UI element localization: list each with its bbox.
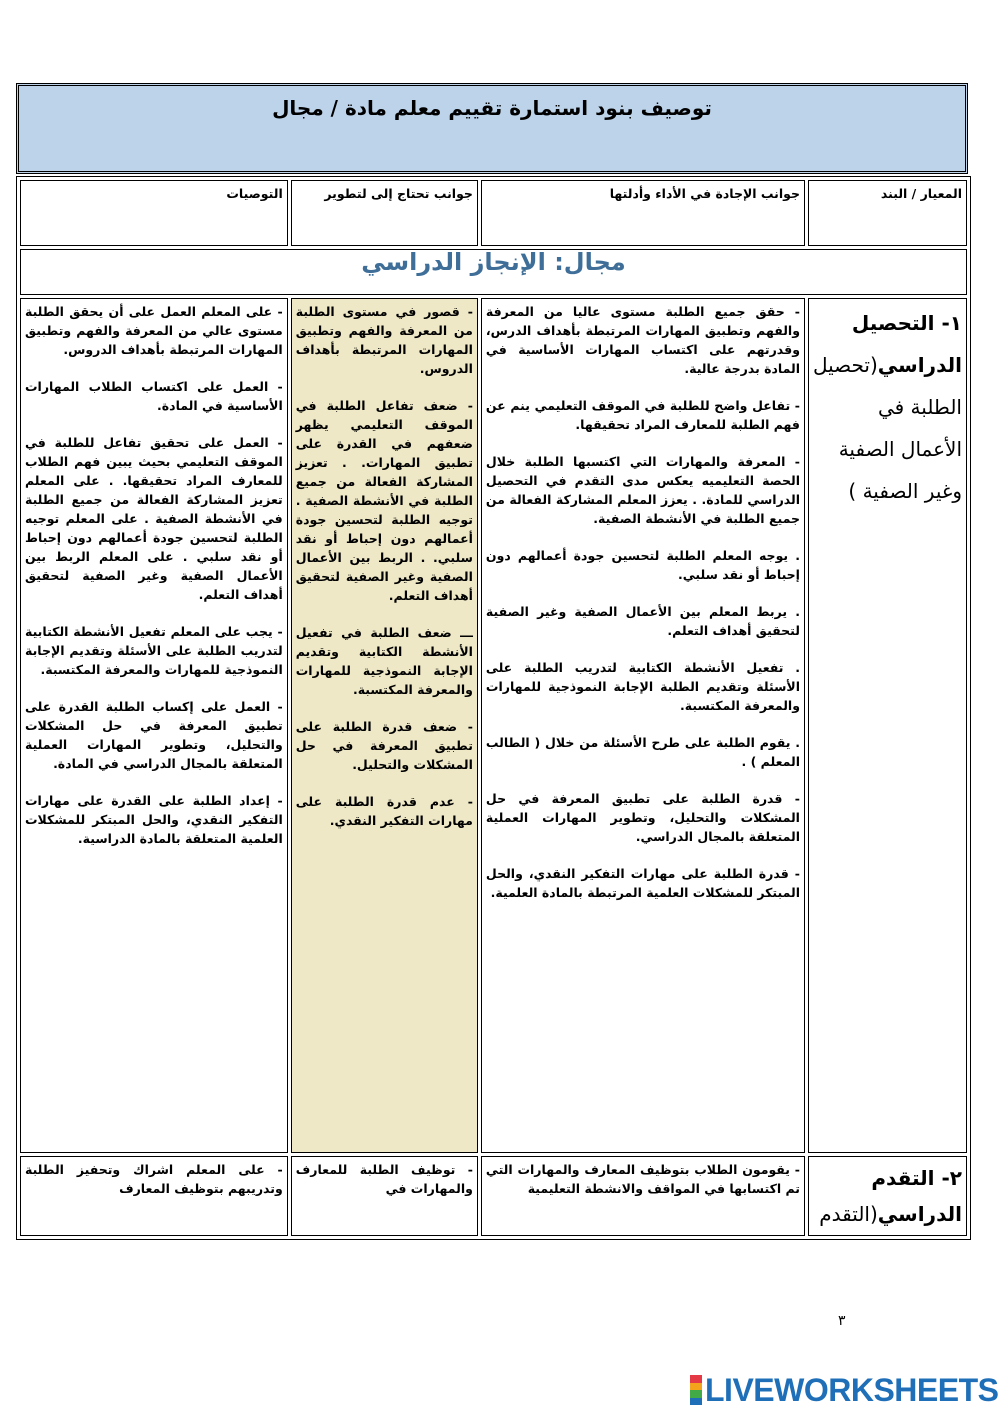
- list-item: - قصور في مستوى الطلبة من المعرفة والفهم وتطبيق المهارات المرتبطة بأهداف الدروس.: [295, 304, 473, 376]
- list-item: - المعرفة والمهارات التي اكتسبها الطلبة خلال الحصة التعليميه يعكس مدى التقدم في التحصيل الدراسي للمادة. . يعزز المعلم المشاركة الفعالة من جميع الطلبة في الأنشطة الصفية.: [485, 454, 800, 526]
- list-item: - ضعف تفاعل الطلبة في الموقف التعليمي يظهر ضعفهم في القدرة على تطبيق المهارات. . تعزيز المشاركة الفعالة من جميع الطلبة في الأنشطة الصفية . توجيه الطلبة لتحسين جودة أعمالهم دون إحباط أو نقد سلبي. . الربط بين الأعمال الصفية وغير الصفية لتحقيق أهداف التعلم.: [295, 398, 473, 603]
- strengths-cell: [481, 298, 805, 1153]
- liveworksheets-logo[interactable]: [690, 1372, 998, 1408]
- list-item: . يربط المعلم بين الأعمال الصفية وغير الصفية لتحقيق أهداف التعلم.: [485, 604, 800, 638]
- evaluation-table: [16, 176, 971, 1240]
- logo-mark-icon: [690, 1375, 702, 1405]
- recommendations-cell: [20, 298, 288, 1153]
- criterion-cell: [808, 1156, 967, 1236]
- criterion-desc: (تحصيل الطلبة في الأعمال الصفية وغير الصفية ): [812, 353, 962, 503]
- list-item: - يجب على المعلم تفعيل الأنشطة الكتابية لتدريب الطلبة على الأسئلة وتقديم الإجابة النموذجية للمهارات والمعرفة المكتسبة.: [25, 624, 283, 677]
- list-item: - على المعلم العمل على أن يحقق الطلبة مستوى عالي من المعرفة والفهم وتطبيق المهارات المرتبطة بأهداف الدروس.: [25, 304, 283, 357]
- list-item: - ضعف قدرة الطلبة على تطبيق المعرفة في حل المشكلات والتحليل.: [295, 719, 473, 772]
- header-criterion: المعيار / البند: [808, 180, 967, 246]
- list-item: - إعداد الطلبة على القدرة على مهارات التفكير النقدي، والحل المبتكر للمشكلات العلمية المتعلقة بالمادة الدراسية.: [25, 793, 283, 846]
- list-item: ـــ ضعف الطلبة في تفعيل الأنشطة الكتابية وتقديم الإجابة النموذجية للمهارات والمعرفة المكتسبة.: [295, 625, 473, 697]
- table-row: [20, 1156, 967, 1236]
- list-item: - العمل على تحقيق تفاعل للطلبة في الموقف التعليمي بحيث يبين فهم الطلاب للمعارف المراد تحقيقها. . على المعلم تعزيز المشاركة الفعالة من جميع الطلبة في الأنشطة الصفية . على المعلم توجيه الطلبة لتحسين جودة أعمالهم دون إحباط أو نقد سلبي . على المعلم الربط بين الأعمال الصفية وغير الصفية لتحقيق أهداف التعلم.: [25, 435, 283, 602]
- development-cell: [291, 298, 478, 1153]
- domain-title: مجال: الإنجاز الدراسي: [20, 249, 967, 295]
- list-item: - تفاعل واضح للطلبة في الموقف التعليمي ينم عن فهم الطلبة للمعارف المراد تحقيقها.: [485, 398, 800, 432]
- development-cell: - توظيف الطلبة للمعارف والمهارات في: [291, 1156, 478, 1236]
- header-recommendations: التوصيات: [20, 180, 288, 246]
- criterion-title: ٢- التقدم الدراسي: [871, 1166, 962, 1226]
- table-row: [20, 298, 967, 1153]
- list-item: - العمل على إكساب الطلبة القدرة على تطبيق المعرفة في حل المشكلات والتحليل، وتطوير المهارات العملية المتعلقة بالمجال الدراسي في المادة.: [25, 699, 283, 771]
- criterion-cell: [808, 298, 967, 1153]
- strengths-cell: - يقومون الطلاب بتوظيف المعارف والمهارات التي تم اكتسابها في المواقف والانشطة التعليمية: [481, 1156, 805, 1236]
- title-box: [16, 83, 968, 174]
- domain-row: [20, 249, 967, 295]
- recommendations-cell: - على المعلم اشراك وتحفيز الطلبة وتدريبهم بتوظيف المعارف: [20, 1156, 288, 1236]
- list-item: . يوجه المعلم الطلبة لتحسين جودة أعمالهم دون إحباط أو نقد سلبي.: [485, 548, 800, 582]
- logo-text: LIVEWORKSHEETS: [705, 1371, 999, 1408]
- criterion-title: ١- التحصيل الدراسي: [851, 311, 962, 377]
- header-strengths: جوانب الإجادة في الأداء وأدلتها: [481, 180, 805, 246]
- header-row: [20, 180, 967, 246]
- page-number: ٣: [838, 1313, 846, 1329]
- criterion-desc: (التقدم: [819, 1202, 878, 1226]
- list-item: . تفعيل الأنشطة الكتابية لتدريب الطلبة على الأسئلة وتقديم الطلبة الإجابة النموذجية للمهارات والمعرفة المكتسبة.: [485, 660, 800, 713]
- list-item: . يقوم الطلبة على طرح الأسئلة من خلال ( الطالب المعلم ) .: [485, 735, 800, 769]
- page-title: توصيف بنود استمارة تقييم معلم مادة / مجال: [272, 96, 712, 120]
- list-item: - العمل على اكتساب الطلاب المهارات الأساسية في المادة.: [25, 379, 283, 413]
- list-item: - حقق جميع الطلبة مستوى عاليا من المعرفة والفهم وتطبيق المهارات المرتبطة بأهداف الدرس، وقدرتهم على اكتساب المهارات الأساسية في المادة بدرجة عالية.: [485, 304, 800, 376]
- list-item: - قدرة الطلبة على مهارات التفكير النقدي، والحل المبتكر للمشكلات العلمية المرتبطة بالمادة العلمية.: [485, 866, 800, 900]
- header-development: جوانب تحتاج إلى لتطوير: [291, 180, 478, 246]
- list-item: - عدم قدرة الطلبة على مهارات التفكير النقدي.: [295, 794, 473, 828]
- list-item: - قدرة الطلبة على تطبيق المعرفة في حل المشكلات والتحليل، وتطوير المهارات العملية المتعلقة بالمجال الدراسي.: [485, 791, 800, 844]
